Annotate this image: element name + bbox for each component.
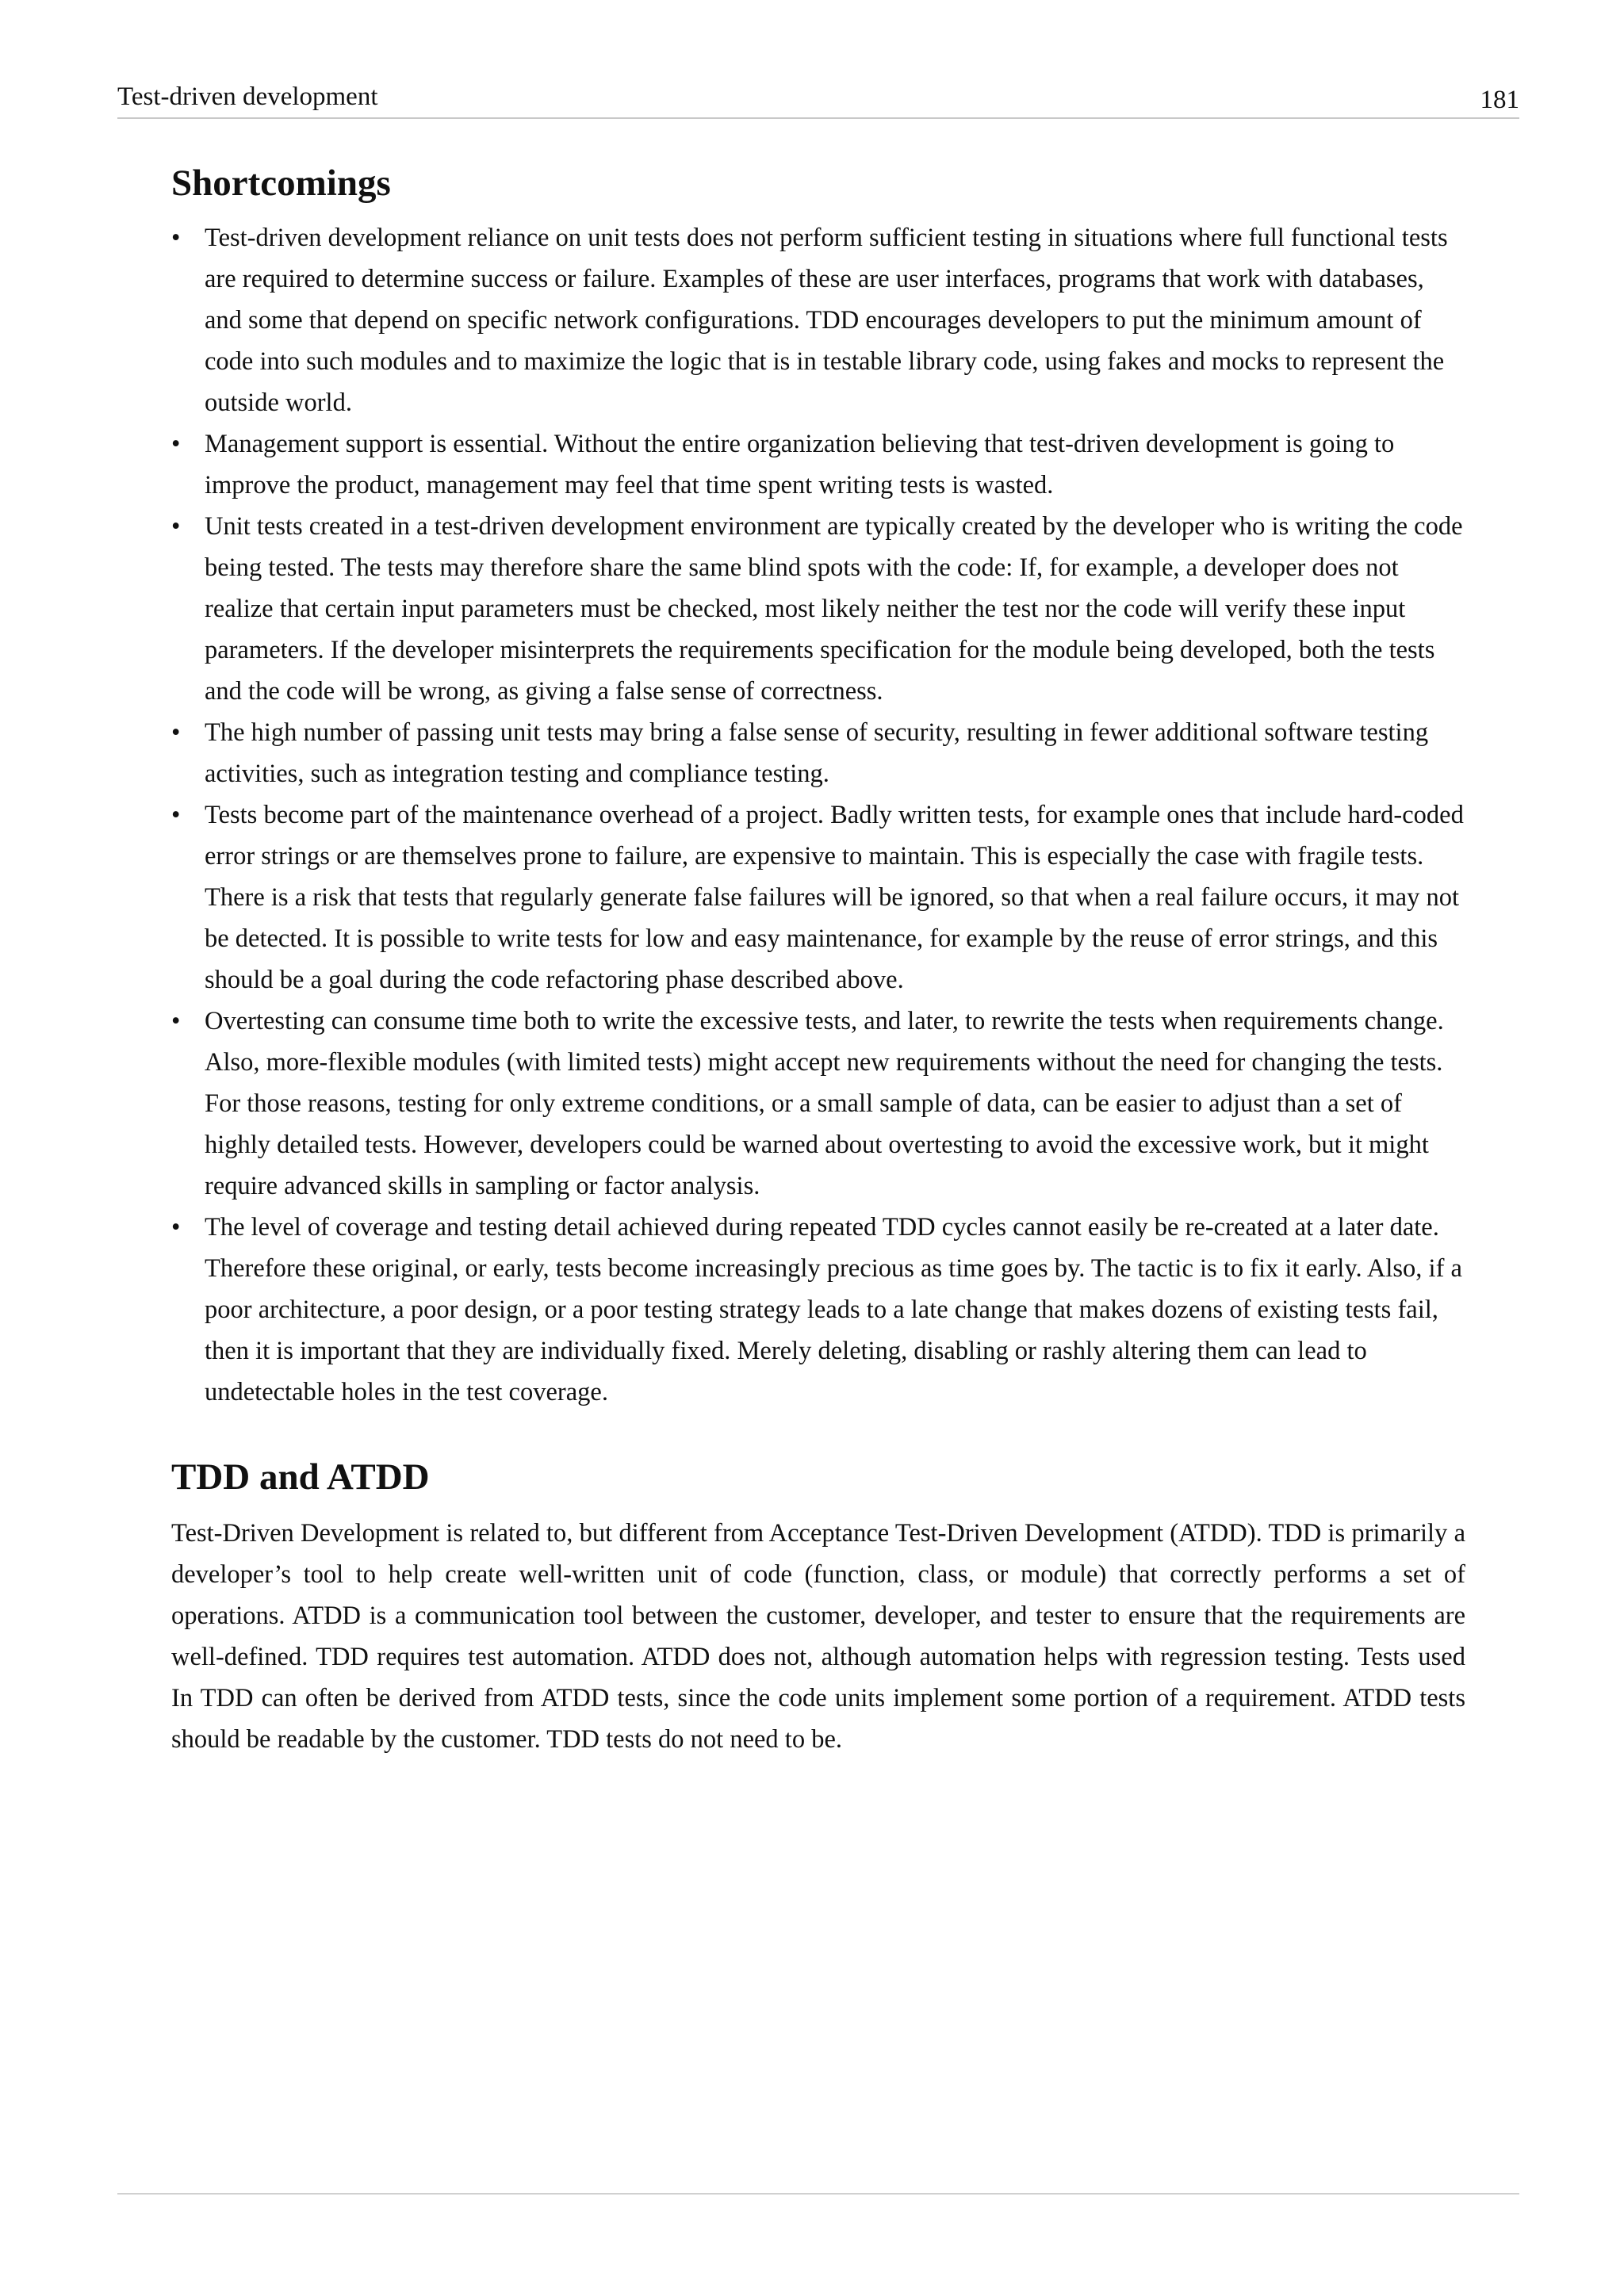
bullet-marker: • — [171, 801, 181, 829]
list-item — [171, 217, 1465, 423]
bullet-marker: • — [171, 1213, 181, 1242]
bullet-marker: • — [171, 718, 181, 747]
running-header — [117, 79, 1519, 119]
list-item-text: The level of coverage and testing detail achieved during repeated TDD cycles cannot easily be re-created at a later date. Therefore these original, or early, tests become increasingly precious as time goes by. The tactic is to fix it early. Also, if a poor architecture, a poor design, or a poor testing strategy leads to a late change that makes dozens of existing tests fail, then it is important that they are individually fixed. Merely deleting, disabling or rashly altering them can lead to undetectable holes in the test coverage. — [205, 1213, 1462, 1406]
list-item-text: Test-driven development reliance on unit tests does not perform sufficient testing in situations where full functional tests are required to determine success or failure. Examples of these are user interfaces, programs that work with databases, and some that depend on specific network configurations. TDD encourages developers to put the minimum amount of code into such modules and to maximize the logic that is in testable library code, using fakes and mocks to represent the outside world. — [205, 224, 1448, 417]
list-item-text: Tests become part of the maintenance overhead of a project. Badly written tests, for example ones that include hard-coded error strings or are themselves prone to failure, are expensive to maintain. This is especially the case with fragile tests. There is a risk that tests that regularly generate false failures will be ignored, so that when a real failure occurs, it may not be detected. It is possible to write tests for low and easy maintenance, for example by the reuse of error strings, and this should be a goal during the code refactoring phase described above. — [205, 801, 1464, 994]
section-heading-tdd-and-atdd: TDD and ATDD — [171, 1456, 430, 1498]
list-item-text: Unit tests created in a test-driven development environment are typically created by the developer who is writing the code being tested. The tests may therefore share the same blind spots with the code: If, for example, a developer does not realize that certain input parameters must be checked, most likely neither the test nor the code will verify these input parameters. If the developer misinterprets the requirements specification for the module being developed, both the tests and the code will be wrong, as giving a false sense of correctness. — [205, 512, 1463, 706]
bullet-marker: • — [171, 430, 181, 458]
list-item — [171, 794, 1465, 1001]
body-paragraph: Test-Driven Development is related to, but different from Acceptance Test-Driven Development (ATDD). TDD is primarily a developer’s tool to help create well-written unit of code (function, class, or module) that correctly performs a set of operations. ATDD is a communication tool between the customer, developer, and tester to ensure that the requirements are well-defined. TDD requires test automation. ATDD does not, although automation helps with regression testing. Tests used In TDD can often be derived from ATDD tests, since the code units implement some portion of a requirement. ATDD tests should be readable by the customer. TDD tests do not need to be. — [171, 1519, 1465, 1754]
list-item-text: Overtesting can consume time both to write the excessive tests, and later, to rewrite the tests when requirements change. Also, more-flexible modules (with limited tests) might accept new requirements without the need for changing the tests. For those reasons, testing for only extreme conditions, or a small sample of data, can be easier to adjust than a set of highly detailed tests. However, developers could be warned about overtesting to avoid the excessive work, but it might require advanced skills in sampling or factor analysis. — [205, 1007, 1444, 1200]
list-item — [171, 506, 1465, 712]
page-content — [171, 159, 1465, 1760]
list-item — [171, 423, 1465, 506]
bullet-marker: • — [171, 512, 181, 541]
shortcomings-list — [171, 217, 1465, 1413]
list-item — [171, 1207, 1465, 1413]
section-heading-shortcomings: Shortcomings — [171, 163, 391, 204]
footer-divider — [117, 2193, 1519, 2195]
bullet-marker: • — [171, 224, 181, 252]
list-item — [171, 1001, 1465, 1207]
bullet-marker: • — [171, 1007, 181, 1035]
list-item-text: The high number of passing unit tests may bring a false sense of security, resulting in fewer additional software testing activities, such as integration testing and compliance testing. — [205, 718, 1429, 788]
list-item-text: Management support is essential. Without the entire organization believing that test-driven development is going to improve the product, management may feel that time spent writing tests is wasted. — [205, 430, 1395, 499]
page-number: 181 — [1480, 86, 1519, 114]
list-item — [171, 712, 1465, 794]
running-title: Test-driven development — [117, 82, 378, 111]
